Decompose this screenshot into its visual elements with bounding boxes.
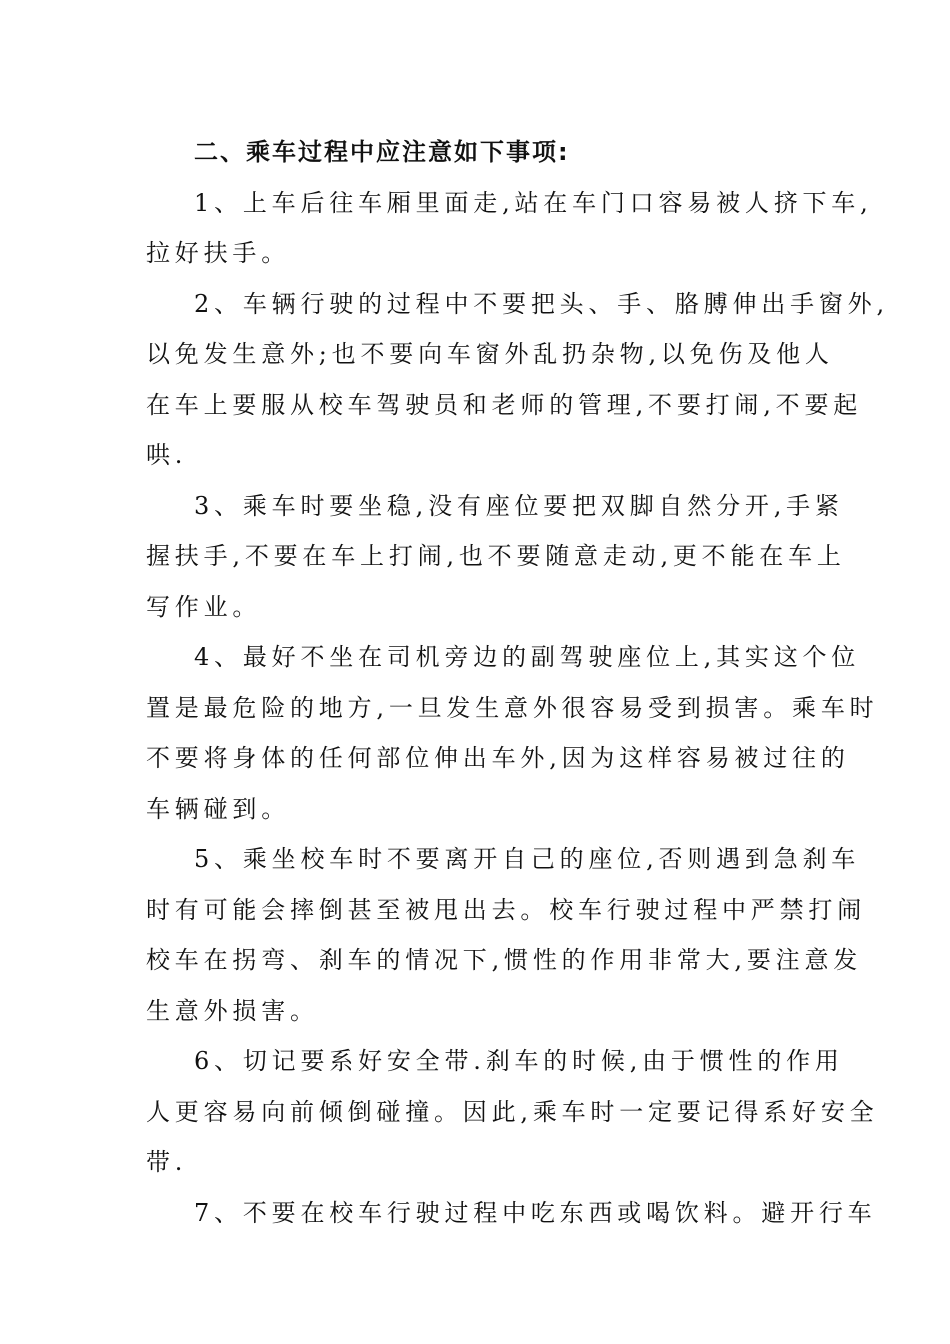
- paragraph-line: 哄.: [146, 441, 188, 469]
- paragraph-line: 车辆碰到。: [146, 794, 290, 823]
- paragraph-2: [146, 279, 889, 481]
- paragraph-6: [146, 1036, 879, 1188]
- paragraph-line: 写作业。: [146, 592, 262, 621]
- paragraph-5: [146, 834, 866, 1036]
- paragraph-line: 3、乘车时要坐稳,没有座位要把双脚自然分开,手紧: [194, 491, 844, 520]
- document-body: [146, 127, 889, 1238]
- paragraph-1: [146, 178, 873, 279]
- paragraph-line: 校车在拐弯、刹车的情况下,惯性的作用非常大,要注意发: [146, 946, 863, 974]
- paragraph-4: [146, 632, 879, 834]
- paragraph-line: 带.: [146, 1148, 188, 1176]
- paragraph-line: 拉好扶手。: [146, 239, 290, 267]
- paragraph-line: 1、上车后往车厢里面走,站在车门口容易被人挤下车,: [194, 188, 873, 217]
- paragraph-line: 5、乘坐校车时不要离开自己的座位,否则遇到急刹车: [194, 845, 861, 873]
- paragraph-7: [146, 1188, 877, 1239]
- paragraph-line: 7、不要在校车行驶过程中吃东西或喝饮料。避开行车: [194, 1198, 877, 1227]
- paragraph-line: 时有可能会摔倒甚至被甩出去。校车行驶过程中严禁打闹: [146, 895, 866, 924]
- paragraph-3: [146, 481, 846, 633]
- paragraph-line: 置是最危险的地方,一旦发生意外很容易受到损害。乘车时: [146, 693, 879, 722]
- paragraph-line: 握扶手,不要在车上打闹,也不要随意走动,更不能在车上: [146, 542, 846, 570]
- paragraph-line: 以免发生意外;也不要向车窗外乱扔杂物,以免伤及他人: [146, 340, 834, 368]
- paragraph-line: 人更容易向前倾倒碰撞。因此,乘车时一定要记得系好安全: [146, 1097, 879, 1126]
- paragraph-line: 4、最好不坐在司机旁边的副驾驶座位上,其实这个位: [194, 643, 861, 671]
- section-heading: 二、乘车过程中应注意如下事项:: [194, 138, 570, 166]
- paragraph-line: 6、切记要系好安全带.刹车的时候,由于惯性的作用: [194, 1047, 844, 1075]
- paragraph-line: 在车上要服从校车驾驶员和老师的管理,不要打闹,不要起: [146, 390, 863, 419]
- paragraph-line: 生意外损害。: [146, 996, 319, 1025]
- paragraph-line: 2、车辆行驶的过程中不要把头、手、胳膊伸出手窗外,: [194, 289, 889, 318]
- paragraph-line: 不要将身体的任何部位伸出车外,因为这样容易被过往的: [146, 744, 850, 772]
